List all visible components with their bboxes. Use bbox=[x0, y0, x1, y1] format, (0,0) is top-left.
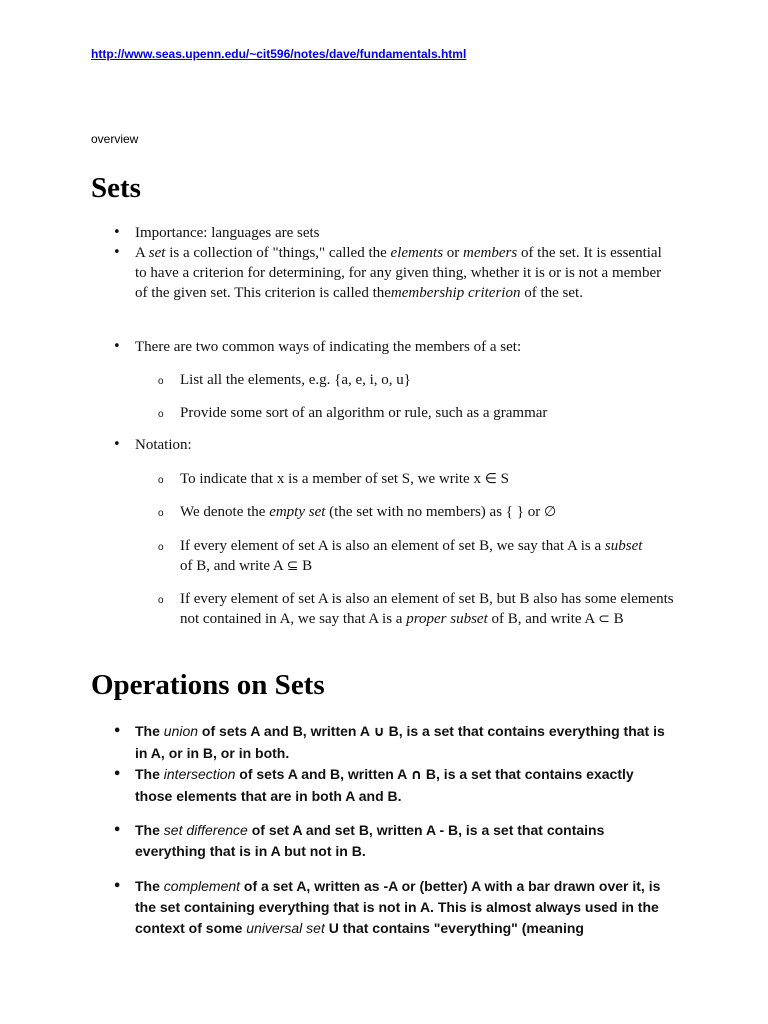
text: (the set with no members) as { } or bbox=[325, 504, 544, 520]
list-item bbox=[135, 435, 675, 455]
text: of a set A, written as -A or (better) A with a bar drawn over it, is the set containing everything that is not in A. This is almost always used in the context of some bbox=[135, 878, 661, 936]
text: B bbox=[298, 558, 313, 574]
text: The bbox=[135, 723, 164, 739]
text: A bbox=[135, 245, 149, 261]
text: of the set. bbox=[520, 285, 583, 301]
intersection-symbol: ∩ bbox=[410, 767, 423, 783]
text: B, is a set that contains exactly those elements that are in both A and B. bbox=[135, 766, 634, 804]
term-union: union bbox=[163, 723, 199, 739]
element-of-symbol: ∈ bbox=[484, 471, 497, 487]
term-set-difference: set difference bbox=[163, 822, 248, 838]
term-proper-subset: proper subset bbox=[406, 611, 488, 627]
item-text: Importance: languages are sets bbox=[135, 225, 320, 241]
list-item bbox=[135, 876, 685, 939]
list-item bbox=[135, 337, 675, 357]
item-text: Provide some sort of an algorithm or rule, such as a grammar bbox=[180, 405, 548, 421]
item-text: There are two common ways of indicating the members of a set: bbox=[135, 339, 522, 355]
overview-label: overview bbox=[91, 132, 139, 146]
text: We denote the bbox=[180, 504, 270, 520]
term-intersection: intersection bbox=[163, 766, 236, 782]
sub-list-item bbox=[180, 370, 680, 390]
term-universal-set: universal set bbox=[246, 920, 325, 936]
term-elements: elements bbox=[390, 245, 444, 261]
text: of B, and write A bbox=[180, 558, 287, 574]
list-item bbox=[135, 820, 640, 862]
text: B, is a set that contains everything that is in A, or in B, or in both. bbox=[135, 723, 665, 761]
union-symbol: ∪ bbox=[373, 724, 385, 740]
text: The bbox=[135, 766, 164, 782]
proper-subset-symbol: ⊂ bbox=[598, 611, 610, 627]
text: The bbox=[135, 878, 164, 894]
text: U that contains "everything" (meaning bbox=[324, 920, 584, 936]
sub-list-item bbox=[180, 469, 680, 489]
text: or bbox=[443, 245, 464, 261]
text: If every element of set A is also an element of set B, but B also has some elements not contained in A, we say that A is a bbox=[180, 591, 674, 627]
sub-list-item bbox=[180, 403, 680, 423]
list-item bbox=[135, 721, 680, 764]
sub-list-item bbox=[180, 536, 655, 576]
text: S bbox=[496, 471, 509, 487]
text: The bbox=[135, 822, 164, 838]
text: B bbox=[609, 611, 624, 627]
text: If every element of set A is also an element of set B, we say that A is a bbox=[180, 538, 605, 554]
text: To indicate that x is a member of set S, we write x bbox=[180, 471, 485, 487]
term-set: set bbox=[148, 245, 166, 261]
list-item bbox=[135, 223, 675, 243]
text: of sets A and B, written A bbox=[235, 766, 411, 782]
subset-symbol: ⊆ bbox=[286, 558, 299, 574]
term-membership-criterion: membership criterion bbox=[390, 285, 521, 301]
list-item bbox=[135, 764, 670, 807]
term-empty-set: empty set bbox=[269, 504, 326, 520]
text: of B, and write A bbox=[487, 611, 599, 627]
empty-set-symbol: ∅ bbox=[543, 504, 557, 520]
list-item bbox=[135, 243, 670, 303]
sub-list-item bbox=[180, 589, 680, 629]
source-url-link[interactable]: http://www.seas.upenn.edu/~cit596/notes/dave/fundamentals.html bbox=[91, 47, 467, 61]
sub-list-item bbox=[180, 502, 680, 522]
text: of sets A and B, written A bbox=[198, 723, 374, 739]
item-text: List all the elements, e.g. {a, e, i, o, u} bbox=[180, 372, 412, 388]
term-members: members bbox=[463, 245, 518, 261]
heading-sets: Sets bbox=[91, 172, 141, 204]
item-text: Notation: bbox=[135, 437, 192, 453]
text: of the set. It is essential to have a criterion for determining, for any given thing, whether it is or is not a member of the given set. This criterion is called the bbox=[135, 245, 662, 301]
text: is a collection of "things," called the bbox=[165, 245, 391, 261]
heading-operations-on-sets: Operations on Sets bbox=[91, 669, 325, 701]
text: of set A and set B, written A - B, is a set that contains everything that is in A but not in B. bbox=[135, 822, 605, 859]
term-subset: subset bbox=[604, 538, 643, 554]
term-complement: complement bbox=[163, 878, 241, 894]
